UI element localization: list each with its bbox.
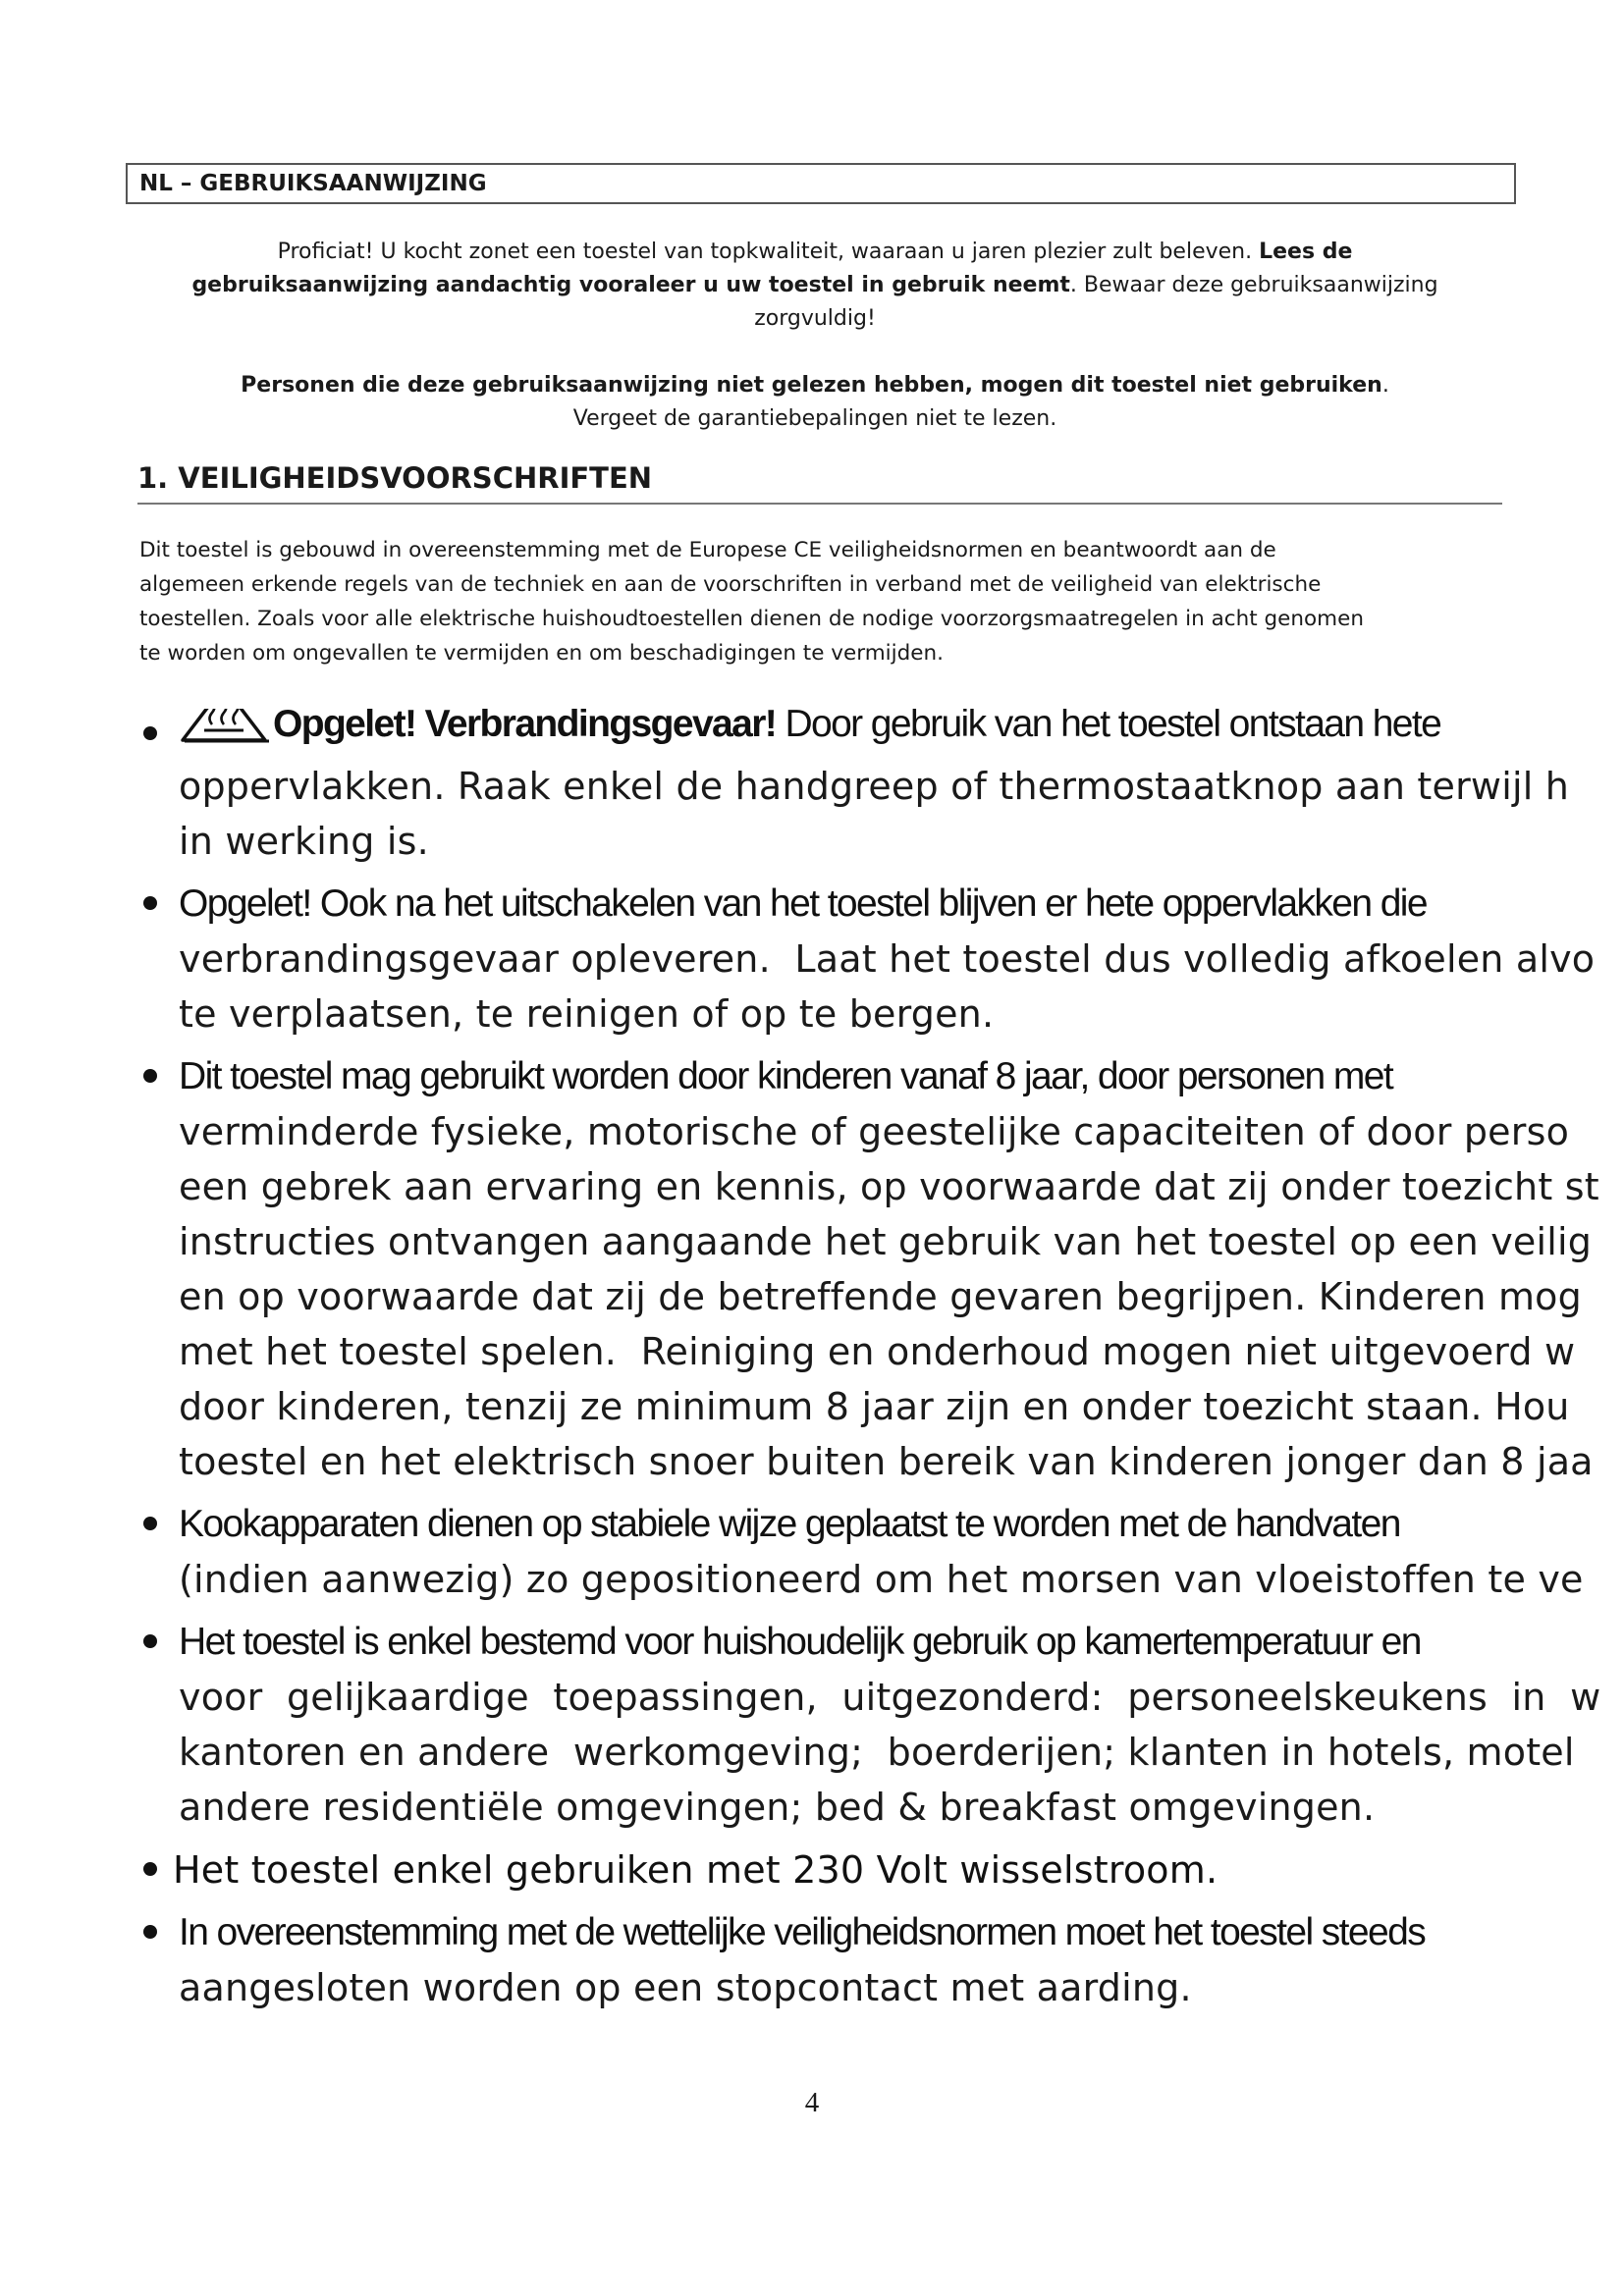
bullet-text: toestel en het elektrisch snoer buiten bereik van kinderen jonger dan 8 jaa — [179, 1440, 1594, 1483]
intro-bold-text-2: gebruiksaanwijzing aandachtig vooraleer u uw toestel in gebruik neemt — [191, 273, 1070, 297]
bullet-text: met het toestel spelen. Reiniging en onderhoud mogen niet uitgevoerd w — [179, 1330, 1576, 1373]
list-item — [137, 1905, 1624, 2015]
bullet-text: instructies ontvangen aangaande het gebruik van het toestel op een veilig — [179, 1220, 1593, 1263]
intro-text: Proficiat! U kocht zonet een toestel van topkwaliteit, waaraan u jaren plezier zult beleven. — [277, 240, 1260, 264]
list-item — [137, 1615, 1624, 1835]
bullet-text: in werking is. — [179, 820, 429, 863]
intro-guarantee-note: Vergeet de garantiebepalingen niet te lezen. — [572, 406, 1057, 431]
bullet-text: voor gelijkaardige toepassingen, uitgezonderd: personeelskeukens in w — [179, 1676, 1601, 1719]
bullet-text: (indien aanwezig) zo gepositioneerd om het morsen van vloeistoffen te ve — [179, 1558, 1584, 1601]
paragraph-line: algemeen erkende regels van de techniek en aan de voorschriften in verband met de veiligheid van elektrische — [139, 572, 1322, 597]
paragraph-line: Dit toestel is gebouwd in overeenstemming met de Europese CE veiligheidsnormen en beantwoordt aan de — [139, 538, 1276, 562]
bullet-lead-line — [179, 709, 1624, 759]
list-item — [137, 709, 1624, 869]
bullet-text: aangesloten worden op een stopcontact met aarding. — [179, 1966, 1192, 2009]
intro-warning-dot: . — [1381, 373, 1389, 398]
list-item — [137, 877, 1624, 1041]
list-item — [137, 1497, 1624, 1607]
bullet-text: oppervlakken. Raak enkel de handgreep of thermostaatknop aan terwijl h — [179, 765, 1570, 808]
bullet-text: door kinderen, tenzij ze minimum 8 jaar zijn en onder toezicht staan. Hou — [179, 1385, 1570, 1428]
page-number: 4 — [804, 2087, 820, 2118]
intro-text-3: zorgvuldig! — [754, 306, 876, 331]
bullet-dot — [143, 1634, 157, 1648]
bullet-dot — [143, 896, 157, 910]
section-title: 1. VEILIGHEIDSVOORSCHRIFTEN — [137, 461, 1502, 505]
header-title: NL – GEBRUIKSAANWIJZING — [139, 171, 487, 196]
bullet-lead-line: In overeenstemming met de wettelijke veiligheidsnormen moet het toestel steeds — [179, 1911, 1426, 1953]
intro-paragraph-2 — [157, 369, 1473, 436]
intro-bold-text: Lees de — [1259, 240, 1353, 264]
bullet-lead-line: Opgelet! Ook na het uitschakelen van het toestel blijven er hete oppervlakken die — [179, 882, 1427, 925]
bullet-text: kantoren en andere werkomgeving; boerderijen; klanten in hotels, motel — [179, 1731, 1575, 1774]
paragraph-line: toestellen. Zoals voor alle elektrische huishoudtoestellen dienen de nodige voorzorgsmaatregelen in acht genomen — [139, 607, 1364, 631]
bullet-text: verbrandingsgevaar opleveren. Laat het toestel dus volledig afkoelen alvo — [179, 937, 1596, 981]
section-header-box — [126, 163, 1516, 204]
hot-surface-warning-icon — [179, 709, 273, 744]
intro-text-2: . Bewaar deze gebruiksaanwijzing — [1069, 273, 1438, 297]
bullet-text: andere residentiële omgevingen; bed & breakfast omgevingen. — [179, 1786, 1376, 1829]
warning-heading: Opgelet! Verbrandingsgevaar! — [273, 709, 777, 745]
intro-paragraph-1 — [157, 236, 1473, 336]
bullet-text: een gebrek aan ervaring en kennis, op voorwaarde dat zij onder toezicht st — [179, 1165, 1599, 1208]
bullet-dot — [143, 1862, 157, 1876]
bullet-dot — [143, 1517, 157, 1530]
bullet-lead-line: Het toestel enkel gebruiken met 230 Volt wisselstroom. — [173, 1848, 1218, 1892]
bullet-text: verminderde fysieke, motorische of geestelijke capaciteiten of door perso — [179, 1110, 1570, 1153]
bullet-lead-line: Het toestel is enkel bestemd voor huishoudelijk gebruik op kamertemperatuur en — [179, 1621, 1421, 1663]
bullet-text: en op voorwaarde dat zij de betreffende gevaren begrijpen. Kinderen mog — [179, 1275, 1582, 1318]
bullet-lead-line: Dit toestel mag gebruikt worden door kinderen vanaf 8 jaar, door personen met — [179, 1055, 1393, 1097]
list-item — [137, 1049, 1624, 1489]
bullet-dot — [143, 726, 157, 740]
bullet-text: Door gebruik van het toestel ontstaan hete — [776, 709, 1441, 745]
bullet-dot — [143, 1925, 157, 1939]
list-item — [137, 1842, 1624, 1897]
safety-bullet-list — [137, 709, 1624, 2023]
intro-warning-bold: Personen die deze gebruiksaanwijzing niet gelezen hebben, mogen dit toestel niet gebruiken — [241, 373, 1382, 398]
safety-intro-paragraph — [139, 533, 1504, 670]
bullet-text: te verplaatsen, te reinigen of op te bergen. — [179, 992, 995, 1036]
bullet-dot — [143, 1069, 157, 1083]
paragraph-line: te worden om ongevallen te vermijden en om beschadigingen te vermijden. — [139, 641, 944, 666]
bullet-lead-line: Kookapparaten dienen op stabiele wijze geplaatst te worden met de handvaten — [179, 1503, 1400, 1545]
